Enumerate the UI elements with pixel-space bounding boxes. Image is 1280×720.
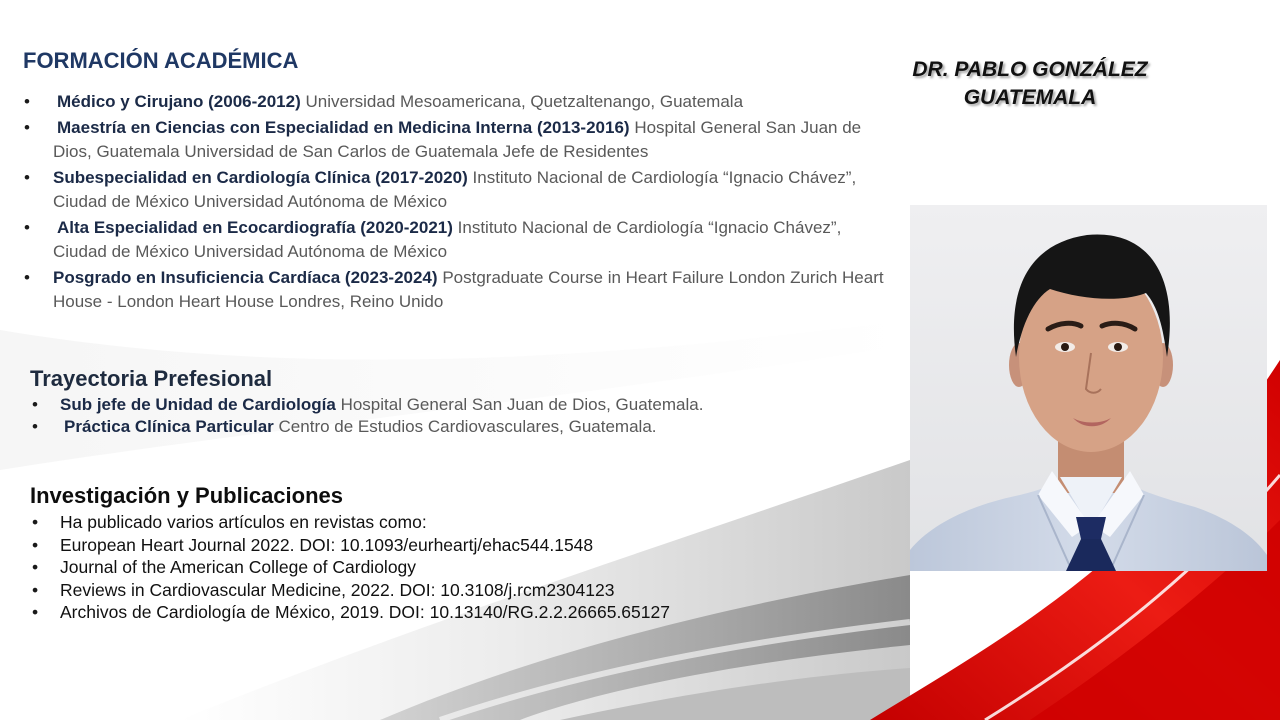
tie-knot [1076, 517, 1106, 539]
publicaciones-list [30, 511, 670, 624]
formacion-item [23, 116, 884, 164]
trayectoria-list [30, 394, 703, 438]
bullet-icon [32, 416, 38, 438]
trayectoria-item [30, 394, 703, 416]
trayectoria-heading: Trayectoria Prefesional [30, 366, 273, 391]
degree-detail-continued: House - London Heart House Londres, Reino Unido [53, 292, 444, 311]
bullet-icon [32, 534, 38, 557]
bullet-icon [32, 579, 38, 602]
publicacion-text: Reviews in Cardiovascular Medicine, 2022. DOI: 10.3108/j.rcm2304123 [60, 579, 615, 600]
formacion-item [23, 266, 884, 314]
degree-label: Subespecialidad en Cardiología Clínica (2017-2020) [53, 168, 468, 187]
role-label: Práctica Clínica Particular [64, 417, 274, 436]
degree-detail: Instituto Nacional de Cardiología “Ignacio Chávez”, [472, 168, 857, 187]
trayectoria-section [30, 366, 703, 438]
publicacion-item [30, 556, 670, 579]
bullet-icon [32, 556, 38, 579]
degree-label: Maestría en Ciencias con Especialidad en Medicina Interna (2013-2016) [57, 118, 630, 137]
formacion-item [23, 90, 884, 114]
formacion-academica-section [23, 48, 884, 314]
formacion-list [23, 90, 884, 314]
publicacion-item [30, 511, 670, 534]
degree-label: Alta Especialidad en Ecocardiografía (2020-2021) [57, 218, 453, 237]
publicacion-text: Journal of the American College of Cardiology [60, 557, 417, 577]
formacion-item [23, 166, 884, 214]
degree-detail-continued: Dios, Guatemala Universidad de San Carlos de Guatemala Jefe de Residentes [53, 142, 649, 161]
trayectoria-item [30, 416, 703, 438]
degree-label: Médico y Cirujano (2006-2012) [57, 92, 301, 111]
doctor-country: GUATEMALA [963, 86, 1097, 109]
investigacion-section [30, 483, 670, 624]
role-place: Hospital General San Juan de Dios, Guatemala. [340, 395, 704, 414]
publicacion-text: Archivos de Cardiología de México, 2019. DOI: 10.13140/RG.2.2.26665.65127 [60, 602, 670, 622]
publicacion-item [30, 579, 670, 602]
doctor-portrait-photo [910, 205, 1267, 571]
bullet-icon [24, 166, 30, 190]
role-label: Sub jefe de Unidad de Cardiología [60, 395, 336, 414]
publicacion-item [30, 601, 670, 624]
bullet-icon [24, 266, 30, 290]
degree-detail-continued: Ciudad de México Universidad Autónoma de México [53, 242, 448, 261]
doctor-name: DR. PABLO GONZÁLEZ [912, 58, 1148, 81]
formacion-heading: FORMACIÓN ACADÉMICA [23, 48, 299, 73]
degree-label: Posgrado en Insuficiencia Cardíaca (2023-2024) [53, 268, 438, 287]
degree-detail: Instituto Nacional de Cardiología “Ignacio Chávez”, [457, 218, 842, 237]
degree-detail-continued: Ciudad de México Universidad Autónoma de México [53, 192, 448, 211]
degree-detail: Postgraduate Course in Heart Failure London Zurich Heart [442, 268, 884, 287]
publicacion-text: Ha publicado varios artículos en revistas como: [60, 512, 427, 532]
pupil-right [1114, 343, 1122, 351]
bullet-icon [24, 116, 30, 140]
bullet-icon [32, 394, 38, 416]
role-place: Centro de Estudios Cardiovasculares, Guatemala. [278, 417, 657, 436]
degree-detail: Hospital General San Juan de [634, 118, 862, 137]
bullet-icon [24, 216, 30, 240]
portrait-illustration [910, 205, 1267, 571]
bullet-icon [24, 90, 30, 114]
doctor-name-block [900, 56, 1160, 112]
publicacion-item [30, 534, 670, 557]
pupil-left [1061, 343, 1069, 351]
publicacion-text: European Heart Journal 2022. DOI: 10.1093/eurheartj/ehac544.1548 [60, 534, 594, 555]
investigacion-heading: Investigación y Publicaciones [30, 483, 343, 508]
bullet-icon [32, 601, 38, 624]
degree-detail: Universidad Mesoamericana, Quetzaltenango, Guatemala [305, 92, 744, 111]
bullet-icon [32, 511, 38, 534]
formacion-item [23, 216, 884, 264]
